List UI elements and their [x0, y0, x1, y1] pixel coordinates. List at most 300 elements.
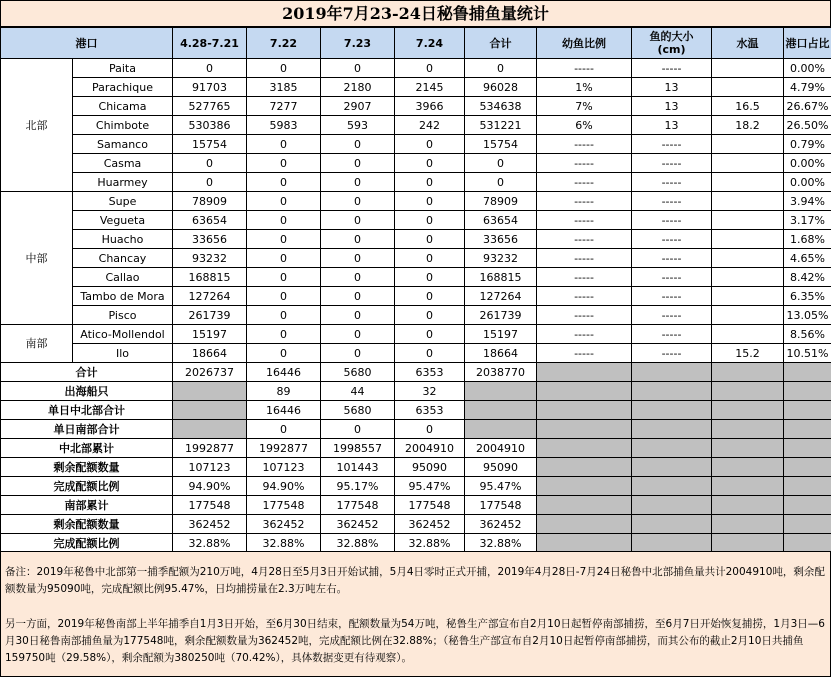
empty-cell: [632, 382, 712, 401]
table-cell: [712, 287, 784, 306]
column-header: 7.24: [395, 28, 465, 59]
table-cell: 362452: [321, 515, 395, 534]
table-cell: -----: [632, 230, 712, 249]
table-row: [1, 211, 831, 230]
empty-cell: [632, 439, 712, 458]
summary-label: 南部累计: [1, 496, 173, 515]
table-cell: 1%: [537, 78, 632, 97]
table-cell: 26.67%: [784, 97, 831, 116]
table-cell: 89: [247, 382, 321, 401]
table-cell: 0: [247, 306, 321, 325]
table-row: [1, 135, 831, 154]
table-cell: 0: [395, 230, 465, 249]
table-cell: 177548: [173, 496, 247, 515]
empty-cell: [537, 382, 632, 401]
empty-cell: [537, 439, 632, 458]
port-name: Samanco: [73, 135, 173, 154]
table-cell: 3185: [247, 78, 321, 97]
column-header: 7.23: [321, 28, 395, 59]
table-cell: 8.42%: [784, 268, 831, 287]
port-name: Tambo de Mora: [73, 287, 173, 306]
table-cell: 3.94%: [784, 192, 831, 211]
table-cell: 13: [632, 116, 712, 135]
table-cell: 8.56%: [784, 325, 831, 344]
table-cell: 0: [247, 59, 321, 78]
table-cell: [712, 268, 784, 287]
empty-cell: [784, 477, 831, 496]
table-cell: 0: [395, 211, 465, 230]
table-row: [1, 287, 831, 306]
table-cell: -----: [537, 173, 632, 192]
table-cell: 15197: [173, 325, 247, 344]
table-cell: [465, 401, 537, 420]
table-cell: 0: [321, 249, 395, 268]
column-header: 4.28-7.21: [173, 28, 247, 59]
table-cell: [712, 325, 784, 344]
table-cell: [173, 401, 247, 420]
table-cell: 0: [395, 173, 465, 192]
table-cell: 2180: [321, 78, 395, 97]
table-cell: 0.00%: [784, 154, 831, 173]
column-header: 7.22: [247, 28, 321, 59]
table-cell: 26.50%: [784, 116, 831, 135]
empty-cell: [537, 477, 632, 496]
table-cell: 32.88%: [465, 534, 537, 553]
table-cell: 6353: [395, 401, 465, 420]
table-cell: 6%: [537, 116, 632, 135]
table-cell: 534638: [465, 97, 537, 116]
table-cell: 0: [321, 420, 395, 439]
table-cell: 107123: [173, 458, 247, 477]
table-row: [1, 344, 831, 363]
empty-cell: [712, 439, 784, 458]
table-cell: 593: [321, 116, 395, 135]
column-header: 港口: [1, 28, 173, 59]
summary-row: [1, 382, 831, 401]
table-row: [1, 306, 831, 325]
note-paragraph-1: 备注：2019年秘鲁中北部第一捕季配额为210万吨，4月28日至5月3日开始试捕，5月4日零时正式开捕，2019年4月28日-7月24日秘鲁中北部捕鱼量共计2004910吨，剩余配额数量为95090吨，完成配额比例95.47%，日均捕捞量在2.3万吨左右。: [5, 566, 825, 595]
column-header: 鱼的大小 (cm): [632, 28, 712, 59]
empty-cell: [537, 496, 632, 515]
table-cell: 0: [395, 192, 465, 211]
empty-cell: [784, 382, 831, 401]
table-cell: 78909: [465, 192, 537, 211]
table-cell: 261739: [465, 306, 537, 325]
table-cell: 32.88%: [173, 534, 247, 553]
table-cell: 177548: [395, 496, 465, 515]
port-name: Callao: [73, 268, 173, 287]
table-cell: 0: [173, 154, 247, 173]
empty-cell: [632, 363, 712, 382]
table-cell: -----: [632, 287, 712, 306]
table-row: [1, 230, 831, 249]
table-cell: 16446: [247, 401, 321, 420]
table-cell: 4.79%: [784, 78, 831, 97]
table-cell: -----: [632, 173, 712, 192]
table-cell: [712, 230, 784, 249]
table-cell: 1.68%: [784, 230, 831, 249]
table-cell: 2004910: [395, 439, 465, 458]
table-cell: 527765: [173, 97, 247, 116]
summary-label: 合计: [1, 363, 173, 382]
table-cell: 95.47%: [465, 477, 537, 496]
table-cell: 18.2: [712, 116, 784, 135]
table-cell: -----: [537, 154, 632, 173]
summary-row: [1, 496, 831, 515]
summary-row: [1, 477, 831, 496]
empty-cell: [784, 534, 831, 553]
table-cell: 168815: [465, 268, 537, 287]
table-cell: 0: [395, 154, 465, 173]
empty-cell: [784, 363, 831, 382]
table-cell: 13: [632, 97, 712, 116]
table-cell: [712, 154, 784, 173]
port-name: Ilo: [73, 344, 173, 363]
column-header: 水温: [712, 28, 784, 59]
table-cell: 7277: [247, 97, 321, 116]
table-cell: 5983: [247, 116, 321, 135]
empty-cell: [632, 420, 712, 439]
table-cell: 0: [395, 287, 465, 306]
table-cell: 93232: [465, 249, 537, 268]
table-cell: 32: [395, 382, 465, 401]
summary-label: 单日南部合计: [1, 420, 173, 439]
table-cell: -----: [537, 135, 632, 154]
table-header-row: [1, 28, 831, 59]
table-cell: -----: [537, 249, 632, 268]
table-row: [1, 268, 831, 287]
empty-cell: [784, 401, 831, 420]
column-header: 合计: [465, 28, 537, 59]
region-label: 南部: [1, 325, 73, 363]
table-row: [1, 325, 831, 344]
table-cell: 63654: [465, 211, 537, 230]
table-cell: 15754: [465, 135, 537, 154]
table-cell: 96028: [465, 78, 537, 97]
table-cell: [712, 59, 784, 78]
table-cell: 168815: [173, 268, 247, 287]
table-cell: 0: [247, 211, 321, 230]
table-cell: 15.2: [712, 344, 784, 363]
empty-cell: [712, 515, 784, 534]
table-cell: 4.65%: [784, 249, 831, 268]
table-cell: 127264: [173, 287, 247, 306]
table-cell: 362452: [395, 515, 465, 534]
table-cell: -----: [537, 306, 632, 325]
table-cell: [712, 192, 784, 211]
table-cell: 0.79%: [784, 135, 831, 154]
empty-cell: [632, 401, 712, 420]
column-header: 港口占比: [784, 28, 831, 59]
table-cell: 0: [247, 287, 321, 306]
summary-label: 完成配额比例: [1, 477, 173, 496]
table-cell: 0: [395, 268, 465, 287]
empty-cell: [784, 458, 831, 477]
port-name: Parachique: [73, 78, 173, 97]
summary-row: [1, 515, 831, 534]
table-cell: -----: [632, 268, 712, 287]
table-cell: 6353: [395, 363, 465, 382]
summary-row: [1, 458, 831, 477]
empty-cell: [784, 420, 831, 439]
table-cell: 0: [247, 192, 321, 211]
summary-row: [1, 420, 831, 439]
table-cell: 0: [395, 135, 465, 154]
table-row: [1, 249, 831, 268]
table-cell: 0: [173, 173, 247, 192]
table-cell: [712, 78, 784, 97]
empty-cell: [632, 477, 712, 496]
table-cell: 2145: [395, 78, 465, 97]
table-cell: 1998557: [321, 439, 395, 458]
summary-row: [1, 534, 831, 553]
table-cell: -----: [632, 306, 712, 325]
table-cell: 78909: [173, 192, 247, 211]
table-cell: -----: [632, 325, 712, 344]
table-cell: 94.90%: [173, 477, 247, 496]
empty-cell: [632, 534, 712, 553]
table-cell: 18664: [465, 344, 537, 363]
table-cell: 0: [321, 306, 395, 325]
table-cell: [712, 211, 784, 230]
table-cell: 362452: [173, 515, 247, 534]
table-cell: 362452: [247, 515, 321, 534]
port-name: Pisco: [73, 306, 173, 325]
table-cell: 0: [321, 173, 395, 192]
table-cell: 0: [247, 344, 321, 363]
table-cell: 18664: [173, 344, 247, 363]
table-cell: 95090: [395, 458, 465, 477]
table-cell: 0: [321, 230, 395, 249]
table-cell: 93232: [173, 249, 247, 268]
table-cell: 0: [247, 230, 321, 249]
empty-cell: [712, 420, 784, 439]
table-cell: 0: [247, 268, 321, 287]
table-cell: [465, 420, 537, 439]
table-row: [1, 97, 831, 116]
table-cell: 0: [173, 59, 247, 78]
empty-cell: [632, 515, 712, 534]
table-cell: 13: [632, 78, 712, 97]
table-cell: -----: [632, 135, 712, 154]
port-name: Casma: [73, 154, 173, 173]
table-cell: 15197: [465, 325, 537, 344]
table-cell: 0.00%: [784, 173, 831, 192]
table-cell: 0: [465, 154, 537, 173]
table-cell: -----: [537, 211, 632, 230]
table-cell: 0: [465, 59, 537, 78]
table-row: [1, 59, 831, 78]
table-cell: 261739: [173, 306, 247, 325]
table-cell: 33656: [173, 230, 247, 249]
table-cell: 16446: [247, 363, 321, 382]
table-row: [1, 173, 831, 192]
table-cell: 6.35%: [784, 287, 831, 306]
table-cell: -----: [632, 211, 712, 230]
empty-cell: [537, 534, 632, 553]
summary-label: 单日中北部合计: [1, 401, 173, 420]
empty-cell: [537, 363, 632, 382]
table-cell: 0: [247, 249, 321, 268]
table-cell: 2907: [321, 97, 395, 116]
table-cell: 10.51%: [784, 344, 831, 363]
table-cell: 3.17%: [784, 211, 831, 230]
table-row: [1, 192, 831, 211]
table-cell: 95.17%: [321, 477, 395, 496]
table-cell: 0: [395, 59, 465, 78]
table-cell: [173, 420, 247, 439]
table-cell: 107123: [247, 458, 321, 477]
table-cell: 5680: [321, 363, 395, 382]
table-cell: [465, 382, 537, 401]
empty-cell: [712, 496, 784, 515]
empty-cell: [712, 363, 784, 382]
port-name: Chicama: [73, 97, 173, 116]
empty-cell: [712, 401, 784, 420]
empty-cell: [784, 496, 831, 515]
table-cell: 32.88%: [321, 534, 395, 553]
port-name: Huacho: [73, 230, 173, 249]
summary-label: 中北部累计: [1, 439, 173, 458]
table-cell: 0: [395, 306, 465, 325]
table-cell: 0: [247, 325, 321, 344]
table-cell: -----: [537, 268, 632, 287]
empty-cell: [784, 515, 831, 534]
empty-cell: [632, 496, 712, 515]
table-cell: 362452: [465, 515, 537, 534]
table-cell: 0: [247, 135, 321, 154]
table-cell: 13.05%: [784, 306, 831, 325]
table-cell: 16.5: [712, 97, 784, 116]
empty-cell: [712, 382, 784, 401]
table-cell: 0: [321, 154, 395, 173]
table-cell: 0: [395, 249, 465, 268]
summary-label: 剩余配额数量: [1, 515, 173, 534]
table-cell: 33656: [465, 230, 537, 249]
empty-cell: [537, 420, 632, 439]
summary-row: [1, 363, 831, 382]
port-name: Chancay: [73, 249, 173, 268]
table-cell: 177548: [465, 496, 537, 515]
table-cell: 2004910: [465, 439, 537, 458]
table-cell: 1992877: [173, 439, 247, 458]
table-cell: 177548: [321, 496, 395, 515]
table-cell: -----: [537, 325, 632, 344]
table-cell: 127264: [465, 287, 537, 306]
table-row: [1, 154, 831, 173]
table-cell: 0: [321, 287, 395, 306]
region-label: 北部: [1, 59, 73, 192]
summary-row: [1, 401, 831, 420]
table-cell: -----: [537, 230, 632, 249]
port-name: Vegueta: [73, 211, 173, 230]
table-cell: 0: [247, 173, 321, 192]
empty-cell: [712, 477, 784, 496]
table-cell: 3966: [395, 97, 465, 116]
table-cell: 32.88%: [247, 534, 321, 553]
table-cell: 95.47%: [395, 477, 465, 496]
table-cell: -----: [537, 192, 632, 211]
table-cell: -----: [632, 344, 712, 363]
table-cell: 1992877: [247, 439, 321, 458]
table-cell: 530386: [173, 116, 247, 135]
table-cell: -----: [632, 192, 712, 211]
table-cell: 44: [321, 382, 395, 401]
empty-cell: [537, 401, 632, 420]
table-row: [1, 78, 831, 97]
summary-label: 剩余配额数量: [1, 458, 173, 477]
table-cell: [712, 249, 784, 268]
table-cell: 5680: [321, 401, 395, 420]
table-cell: 0.00%: [784, 59, 831, 78]
table-row: [1, 116, 831, 135]
empty-cell: [537, 458, 632, 477]
port-name: Huarmey: [73, 173, 173, 192]
table-cell: 0: [247, 420, 321, 439]
table-cell: 0: [395, 325, 465, 344]
empty-cell: [712, 458, 784, 477]
empty-cell: [537, 515, 632, 534]
table-cell: 0: [465, 173, 537, 192]
table-cell: -----: [537, 344, 632, 363]
table-cell: 0: [321, 211, 395, 230]
summary-row: [1, 439, 831, 458]
notes-panel: [0, 551, 831, 677]
table-cell: 0: [321, 135, 395, 154]
port-name: Paita: [73, 59, 173, 78]
table-cell: [712, 173, 784, 192]
port-name: Atico-Mollendol: [73, 325, 173, 344]
table-cell: 2038770: [465, 363, 537, 382]
table-cell: -----: [632, 154, 712, 173]
table-cell: 7%: [537, 97, 632, 116]
table-cell: 0: [395, 420, 465, 439]
page-title: 2019年7月23-24日秘鲁捕鱼量统计: [0, 0, 831, 27]
table-cell: 177548: [247, 496, 321, 515]
table-cell: [173, 382, 247, 401]
table-cell: [712, 135, 784, 154]
table-cell: 531221: [465, 116, 537, 135]
table-cell: 0: [321, 59, 395, 78]
table-cell: [712, 306, 784, 325]
summary-label: 完成配额比例: [1, 534, 173, 553]
table-cell: 0: [321, 325, 395, 344]
table-cell: 0: [321, 192, 395, 211]
note-paragraph-2: 另一方面，2019年秘鲁南部上半年捕季自1月3日开始，至6月30日结束，配额数量为54万吨，秘鲁生产部宣布自2月10日起暂停南部捕捞，至6月7日开始恢复捕捞，1月3日—6月30日秘鲁南部捕鱼量为177548吨，剩余配额数量为362452吨，完成配额比例在32.88%；（秘鲁生产部宣布自2月10日起暂停南部捕捞，而其公布的截止2月10日共捕鱼159750吨（29.58%），剩余配额为380250吨（70.42%），具体数据变更有待观察）。: [5, 618, 825, 664]
table-cell: -----: [537, 287, 632, 306]
table-cell: 0: [247, 154, 321, 173]
table-cell: 101443: [321, 458, 395, 477]
port-name: Chimbote: [73, 116, 173, 135]
summary-label: 出海船只: [1, 382, 173, 401]
table-cell: 0: [321, 268, 395, 287]
table-cell: 0: [395, 344, 465, 363]
catch-table: [0, 27, 831, 553]
empty-cell: [712, 534, 784, 553]
empty-cell: [632, 458, 712, 477]
port-name: Supe: [73, 192, 173, 211]
table-cell: -----: [537, 59, 632, 78]
table-cell: 91703: [173, 78, 247, 97]
table-cell: 242: [395, 116, 465, 135]
table-cell: -----: [632, 59, 712, 78]
region-label: 中部: [1, 192, 73, 325]
table-cell: 32.88%: [395, 534, 465, 553]
empty-cell: [784, 439, 831, 458]
table-cell: 0: [321, 344, 395, 363]
table-cell: 2026737: [173, 363, 247, 382]
table-cell: 15754: [173, 135, 247, 154]
